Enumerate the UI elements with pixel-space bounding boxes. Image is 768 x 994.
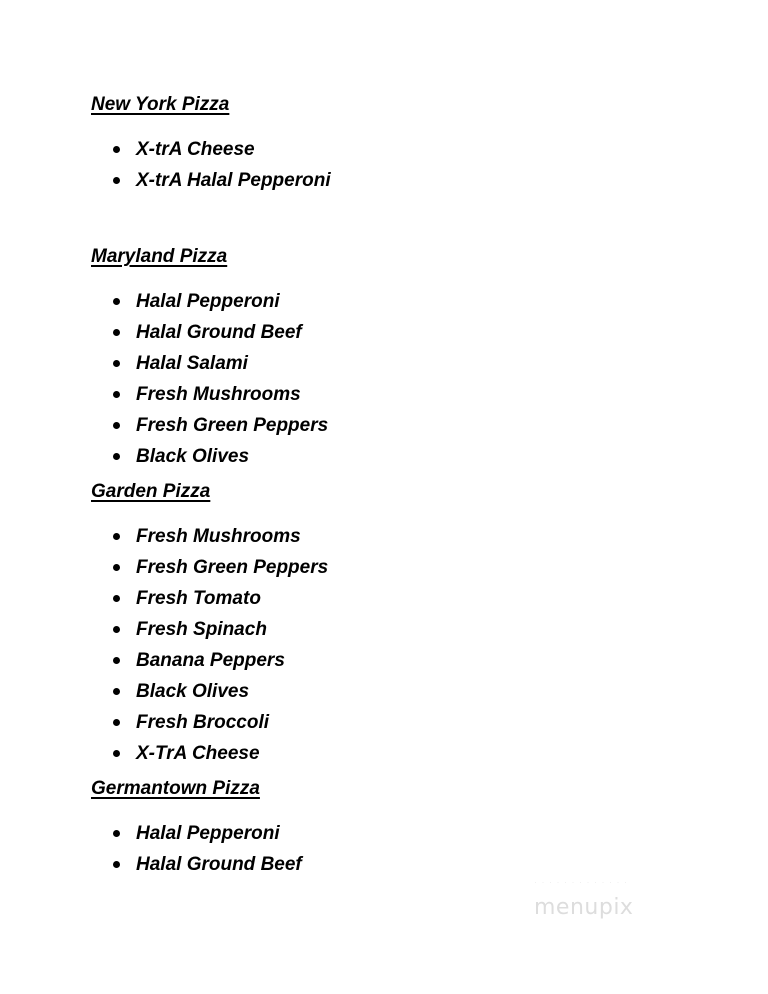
list-item-label: Black Olives — [136, 445, 250, 467]
list-item — [91, 441, 328, 472]
list-item — [91, 583, 328, 614]
list-item — [91, 410, 328, 441]
bullet-icon — [113, 564, 120, 571]
topping-list — [91, 134, 331, 196]
section-heading: Germantown Pizza — [91, 778, 260, 799]
bullet-icon — [113, 360, 120, 367]
topping-list — [91, 521, 328, 769]
bullet-icon — [113, 626, 120, 633]
bullet-icon — [113, 861, 120, 868]
bullet-icon — [113, 453, 120, 460]
list-item — [91, 521, 328, 552]
list-item-label: X-trA Cheese — [136, 138, 255, 160]
bullet-icon — [113, 657, 120, 664]
list-item — [91, 134, 331, 165]
list-item-label: Halal Ground Beef — [136, 321, 302, 343]
list-item-label: Halal Ground Beef — [136, 853, 302, 875]
list-item — [91, 738, 328, 769]
list-item — [91, 348, 328, 379]
watermark-logo: menupix — [534, 895, 634, 920]
list-item-label: Fresh Spinach — [136, 618, 267, 640]
bullet-icon — [113, 830, 120, 837]
list-item — [91, 286, 328, 317]
list-item — [91, 379, 328, 410]
watermark-faint-text: · · · · · · · · · · · · · — [534, 877, 628, 887]
menupix-watermark — [534, 877, 684, 937]
bullet-icon — [113, 329, 120, 336]
section-heading: Garden Pizza — [91, 481, 211, 502]
list-item-label: Fresh Tomato — [136, 587, 261, 609]
section-garden-pizza — [91, 480, 328, 769]
list-item — [91, 614, 328, 645]
list-item-label: Banana Peppers — [136, 649, 285, 671]
list-item — [91, 165, 331, 196]
list-item — [91, 645, 328, 676]
list-item-label: Halal Pepperoni — [136, 290, 280, 312]
bullet-icon — [113, 750, 120, 757]
list-item-label: Fresh Mushrooms — [136, 525, 301, 547]
list-item — [91, 707, 328, 738]
bullet-icon — [113, 719, 120, 726]
list-item — [91, 818, 302, 849]
bullet-icon — [113, 146, 120, 153]
section-heading: New York Pizza — [91, 94, 230, 115]
list-item-label: Halal Salami — [136, 352, 248, 374]
section-new-york-pizza — [91, 93, 331, 196]
list-item — [91, 317, 328, 348]
section-maryland-pizza — [91, 245, 328, 472]
bullet-icon — [113, 177, 120, 184]
bullet-icon — [113, 595, 120, 602]
bullet-icon — [113, 533, 120, 540]
list-item-label: Halal Pepperoni — [136, 822, 280, 844]
section-heading: Maryland Pizza — [91, 246, 228, 267]
list-item-label: X-trA Halal Pepperoni — [136, 169, 331, 191]
bullet-icon — [113, 688, 120, 695]
list-item — [91, 849, 302, 880]
list-item — [91, 552, 328, 583]
list-item-label: Fresh Broccoli — [136, 711, 270, 733]
list-item-label: Fresh Green Peppers — [136, 414, 329, 436]
bullet-icon — [113, 422, 120, 429]
bullet-icon — [113, 391, 120, 398]
list-item-label: Fresh Green Peppers — [136, 556, 329, 578]
list-item — [91, 676, 328, 707]
topping-list — [91, 818, 302, 880]
list-item-label: Fresh Mushrooms — [136, 383, 301, 405]
list-item-label: X-TrA Cheese — [136, 742, 260, 764]
topping-list — [91, 286, 328, 472]
section-germantown-pizza — [91, 777, 302, 880]
bullet-icon — [113, 298, 120, 305]
list-item-label: Black Olives — [136, 680, 250, 702]
